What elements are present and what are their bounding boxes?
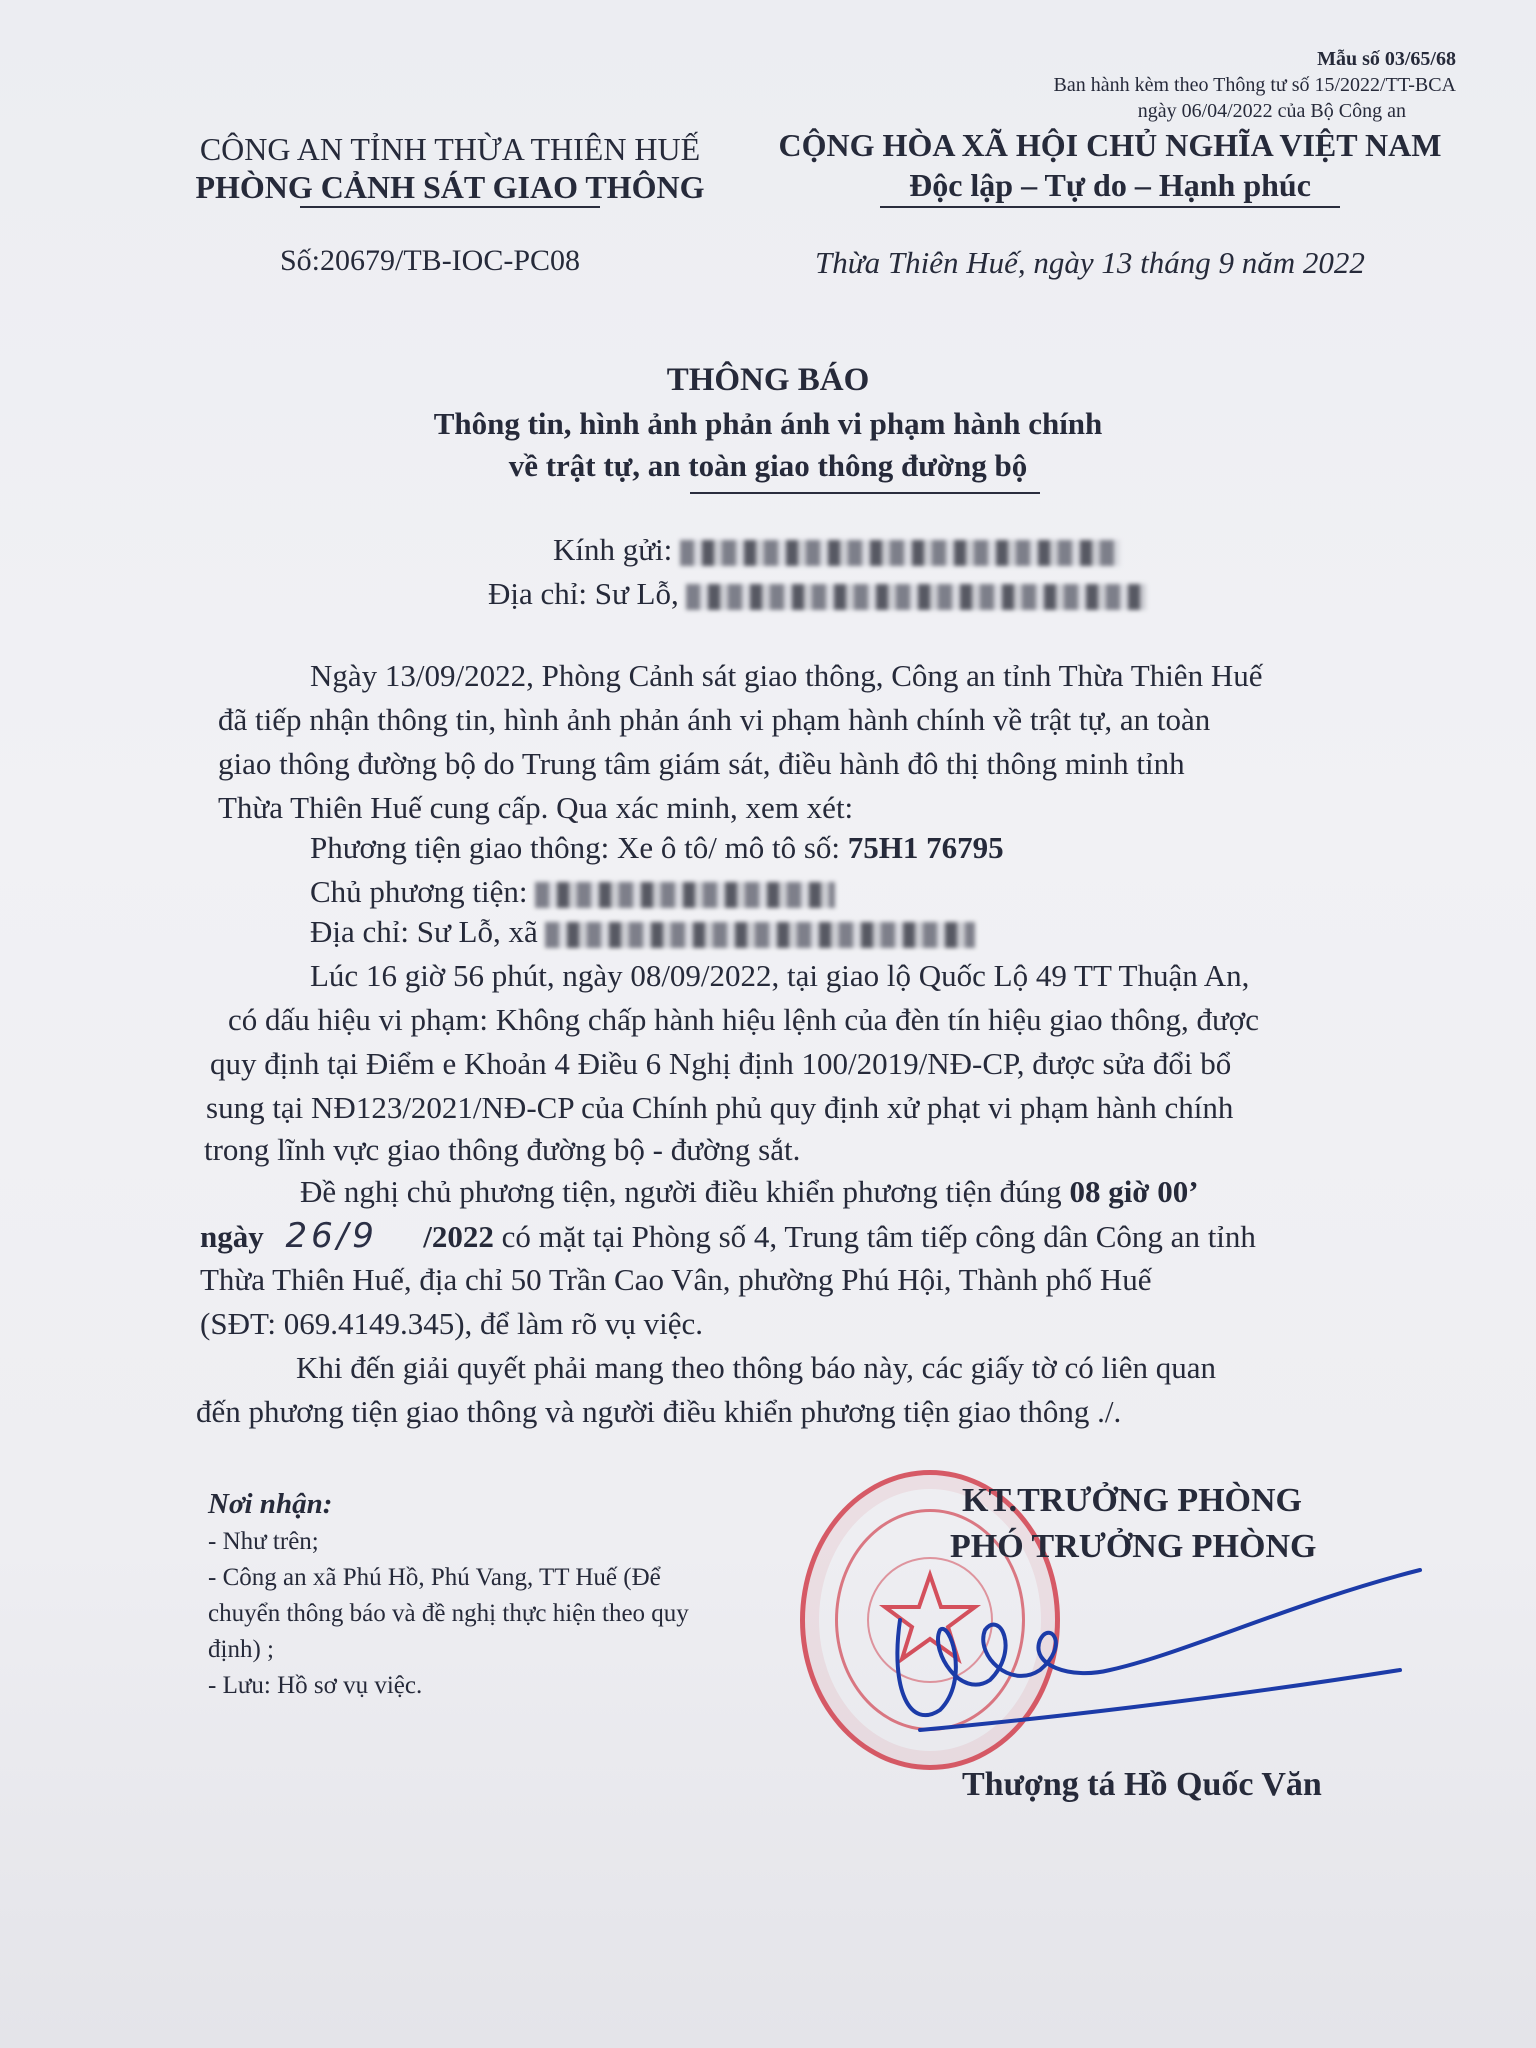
- owner-line: [310, 872, 835, 912]
- redacted-recipient-name: [680, 540, 1120, 566]
- p2-line4: sung tại NĐ123/2021/NĐ-CP của Chính phủ quy định xử phạt vi phạm hành chính: [206, 1090, 1234, 1125]
- signer-role2: PHÓ TRƯỞNG PHÒNG: [950, 1528, 1317, 1565]
- p1-line2: đã tiếp nhận thông tin, hình ảnh phản ánh vi phạm hành chính về trật tự, an toàn: [218, 702, 1211, 737]
- p1-line3: giao thông đường bộ do Trung tâm giám sát, điều hành đô thị thông minh tỉnh: [218, 746, 1185, 781]
- receivers-item2-line2: chuyển thông báo và đề nghị thực hiện theo quy: [208, 1600, 689, 1627]
- p3-text: Đề nghị chủ phương tiện, người điều khiển phương tiện đúng: [300, 1174, 1062, 1209]
- form-issued-date: ngày 06/04/2022 của Bộ Công an: [1137, 100, 1406, 122]
- issuer-agency: CÔNG AN TỈNH THỪA THIÊN HUẾ: [199, 131, 701, 167]
- p2-line3: quy định tại Điểm e Khoản 4 Điều 6 Nghị định 100/2019/NĐ-CP, được sửa đổi bổ: [210, 1046, 1232, 1081]
- p3-line2-rest: có mặt tại Phòng số 4, Trung tâm tiếp công dân Công an tỉnh: [501, 1219, 1256, 1254]
- signer-role1: KT.TRƯỞNG PHÒNG: [962, 1482, 1302, 1519]
- vehicle-line: [310, 828, 1004, 868]
- owner-label: Chủ phương tiện:: [310, 874, 528, 909]
- redacted-owner-name: [535, 882, 835, 908]
- p3-line1: [300, 1172, 1199, 1212]
- form-issued-with: Ban hành kèm theo Thông tư số 15/2022/TT-BCA: [1053, 74, 1456, 96]
- doc-subtitle-line1: Thông tin, hình ảnh phản ánh vi phạm hành chính: [433, 406, 1103, 441]
- p2-line1: Lúc 16 giờ 56 phút, ngày 08/09/2022, tại giao lộ Quốc Lộ 49 TT Thuận An,: [310, 958, 1250, 993]
- owner-address-line: [310, 912, 975, 952]
- handwritten-date: 26/9: [285, 1216, 378, 1256]
- p3-time: 08 giờ 00’: [1069, 1174, 1199, 1209]
- redacted-owner-address: [545, 922, 975, 948]
- p3-line3: Thừa Thiên Huế, địa chỉ 50 Trần Cao Vân, phường Phú Hội, Thành phố Huế: [200, 1262, 1152, 1297]
- redacted-recipient-address: [686, 584, 1146, 610]
- p2-line5: trong lĩnh vực giao thông đường bộ - đường sắt.: [204, 1132, 801, 1167]
- p3-line2: [200, 1216, 1256, 1257]
- vehicle-plate: 75H1 76795: [847, 830, 1004, 865]
- vehicle-label: Phương tiện giao thông: Xe ô tô/ mô tô số:: [310, 830, 841, 865]
- p3-day-label: ngày: [200, 1219, 264, 1254]
- receivers-item2-line3: định) ;: [208, 1636, 274, 1663]
- p1-line1: Ngày 13/09/2022, Phòng Cảnh sát giao thông, Công an tỉnh Thừa Thiên Huế: [310, 658, 1263, 693]
- owner-address-label: Địa chỉ: Sư Lỗ, xã: [310, 914, 538, 949]
- p3-year: /2022: [423, 1219, 494, 1254]
- receivers-item3: - Lưu: Hồ sơ vụ việc.: [208, 1672, 423, 1699]
- p4-line1: Khi đến giải quyết phải mang theo thông báo này, các giấy tờ có liên quan: [296, 1350, 1217, 1385]
- issuer-underline: [300, 206, 600, 208]
- receivers-heading: Nơi nhận:: [208, 1488, 333, 1520]
- national-motto: Độc lập – Tự do – Hạnh phúc: [909, 167, 1311, 203]
- form-number: Mẫu số 03/65/68: [1317, 48, 1456, 70]
- receivers-item2-line1: - Công an xã Phú Hồ, Phú Vang, TT Huế (Để: [208, 1564, 661, 1591]
- p4-line2: đến phương tiện giao thông và người điều khiển phương tiện giao thông ./.: [196, 1394, 1122, 1429]
- recipient-address-label: Địa chỉ: Sư Lỗ,: [488, 576, 679, 611]
- recipient-line: [553, 530, 1120, 570]
- recipient-to-label: Kính gửi:: [553, 532, 673, 567]
- recipient-address-line: [488, 574, 1146, 614]
- national-country: CỘNG HÒA XÃ HỘI CHỦ NGHĨA VIỆT NAM: [778, 127, 1442, 163]
- doc-title: THÔNG BÁO: [666, 362, 870, 398]
- doc-subtitle-line2: về trật tự, an toàn giao thông đường bộ: [508, 448, 1028, 483]
- doc-number: Số:20679/TB-IOC-PC08: [280, 244, 581, 277]
- receivers-item1: - Như trên;: [208, 1528, 319, 1555]
- handwritten-signature: [880, 1560, 1440, 1760]
- p2-line2: có dấu hiệu vi phạm: Không chấp hành hiệu lệnh của đèn tín hiệu giao thông, được: [228, 1002, 1259, 1037]
- issuer-department: PHÒNG CẢNH SÁT GIAO THÔNG: [195, 169, 705, 205]
- p3-line4: (SĐT: 069.4149.345), để làm rõ vụ việc.: [200, 1306, 703, 1341]
- place-date: Thừa Thiên Huế, ngày 13 tháng 9 năm 2022: [815, 245, 1365, 280]
- title-underline: [690, 492, 1040, 494]
- p1-line4: Thừa Thiên Huế cung cấp. Qua xác minh, xem xét:: [218, 790, 854, 825]
- signer-name: Thượng tá Hồ Quốc Văn: [962, 1766, 1322, 1803]
- motto-underline: [880, 206, 1340, 208]
